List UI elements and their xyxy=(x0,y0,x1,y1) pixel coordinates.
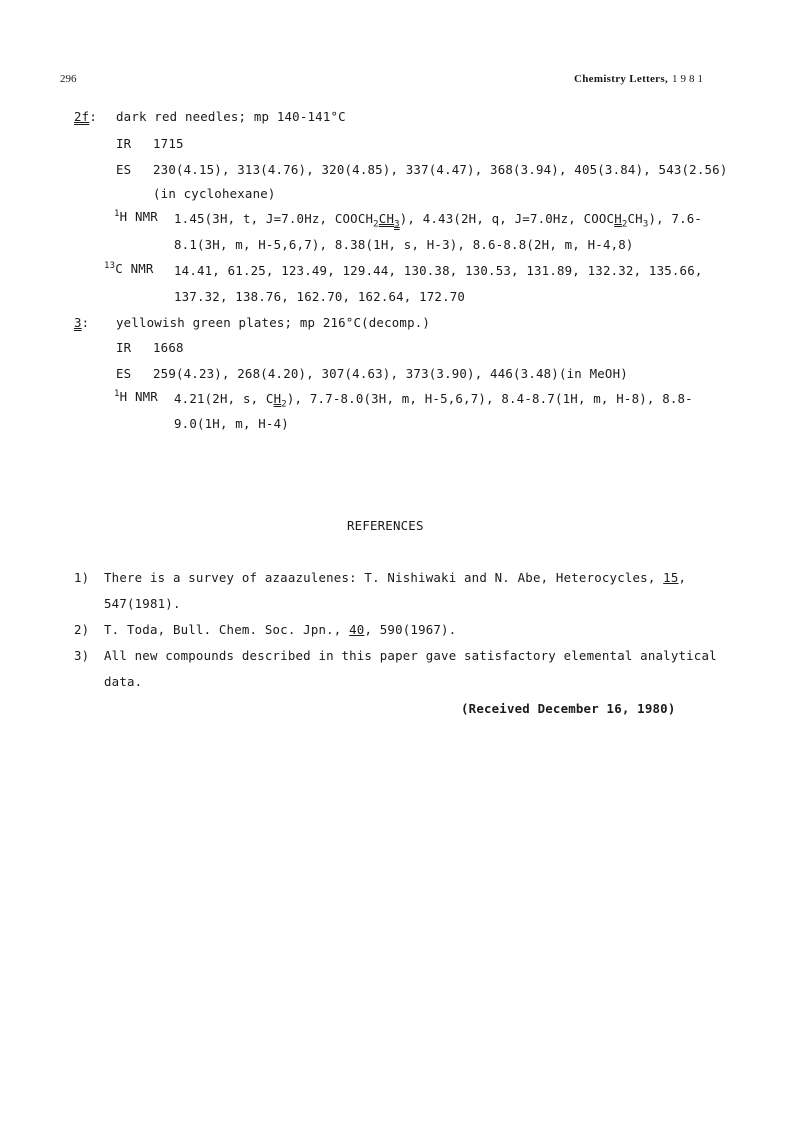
compound-2f-h-nmr-label: $^1$H NMR xyxy=(114,208,158,224)
compound-2f-es-line1: 230(4.15), 313(4.76), 320(4.85), 337(4.47), 368(3.94), 405(3.84), 543(2.56) xyxy=(153,162,728,177)
compound-3-h-nmr-line1: 4.21(2H, s, $CH_2$), 7.7-8.0(3H, m, H-5,6,7), 8.4-8.7(1H, m, H-8), 8.8- xyxy=(174,391,693,410)
compound-3-id: 3 xyxy=(74,315,82,330)
compound-3-heading: 3: xyxy=(74,315,90,330)
reference-2-line1: T. Toda, Bull. Chem. Soc. Jpn., 40, 590(1967). xyxy=(104,622,457,637)
reference-1-line1: There is a survey of azaazulenes: T. Nishiwaki and N. Abe, Heterocycles, 15, xyxy=(104,570,687,585)
compound-2f-id: 2f xyxy=(74,109,90,124)
reference-3-number: 3) xyxy=(74,648,90,663)
compound-2f-ir-label: IR xyxy=(116,136,132,151)
compound-2f-c-nmr-line1: 14.41, 61.25, 123.49, 129.44, 130.38, 130.53, 131.89, 132.32, 135.66, xyxy=(174,263,703,278)
reference-3-line1: All new compounds described in this paper gave satisfactory elemental analytical xyxy=(104,648,717,663)
journal-header xyxy=(574,73,706,85)
compound-3-es-line1: 259(4.23), 268(4.20), 307(4.63), 373(3.90), 446(3.48)(in MeOH) xyxy=(153,366,628,381)
compound-3-ir-value: 1668 xyxy=(153,340,184,355)
compound-3-h-nmr-label: $^1$H NMR xyxy=(114,388,158,404)
reference-3-line2: data. xyxy=(104,674,143,689)
compound-2f-es-line2: (in cyclohexane) xyxy=(153,186,276,201)
compound-2f-es-label: ES xyxy=(116,162,132,177)
compound-2f-heading: 2f: xyxy=(74,109,97,124)
journal-year: 1981 xyxy=(672,73,706,85)
reference-1-line2: 547(1981). xyxy=(104,596,181,611)
reference-2-number: 2) xyxy=(74,622,90,637)
page-number: 296 xyxy=(60,73,77,85)
compound-2f-description: dark red needles; mp 140-141°C xyxy=(116,109,346,124)
compound-3-es-label: ES xyxy=(116,366,132,381)
compound-3-h-nmr-line2: 9.0(1H, m, H-4) xyxy=(174,416,289,431)
compound-3-ir-label: IR xyxy=(116,340,132,355)
compound-2f-c-nmr-line2: 137.32, 138.76, 162.70, 162.64, 172.70 xyxy=(174,289,466,304)
received-date: (Received December 16, 1980) xyxy=(461,701,676,716)
compound-2f-h-nmr-line2: 8.1(3H, m, H-5,6,7), 8.38(1H, s, H-3), 8.6-8.8(2H, m, H-4,8) xyxy=(174,237,634,252)
journal-name: Chemistry Letters, xyxy=(574,73,668,85)
references-heading: REFERENCES xyxy=(347,518,424,533)
compound-3-description: yellowish green plates; mp 216°C(decomp.) xyxy=(116,315,431,330)
compound-2f-ir-value: 1715 xyxy=(153,136,184,151)
compound-2f-c-nmr-label: $^{13}$C NMR xyxy=(104,260,154,276)
reference-1-number: 1) xyxy=(74,570,90,585)
compound-2f-h-nmr-line1: 1.45(3H, t, J=7.0Hz, $COOCH_2CH_3$), 4.43(2H, q, J=7.0Hz, $COOCH_2CH_3$), 7.6- xyxy=(174,211,703,230)
